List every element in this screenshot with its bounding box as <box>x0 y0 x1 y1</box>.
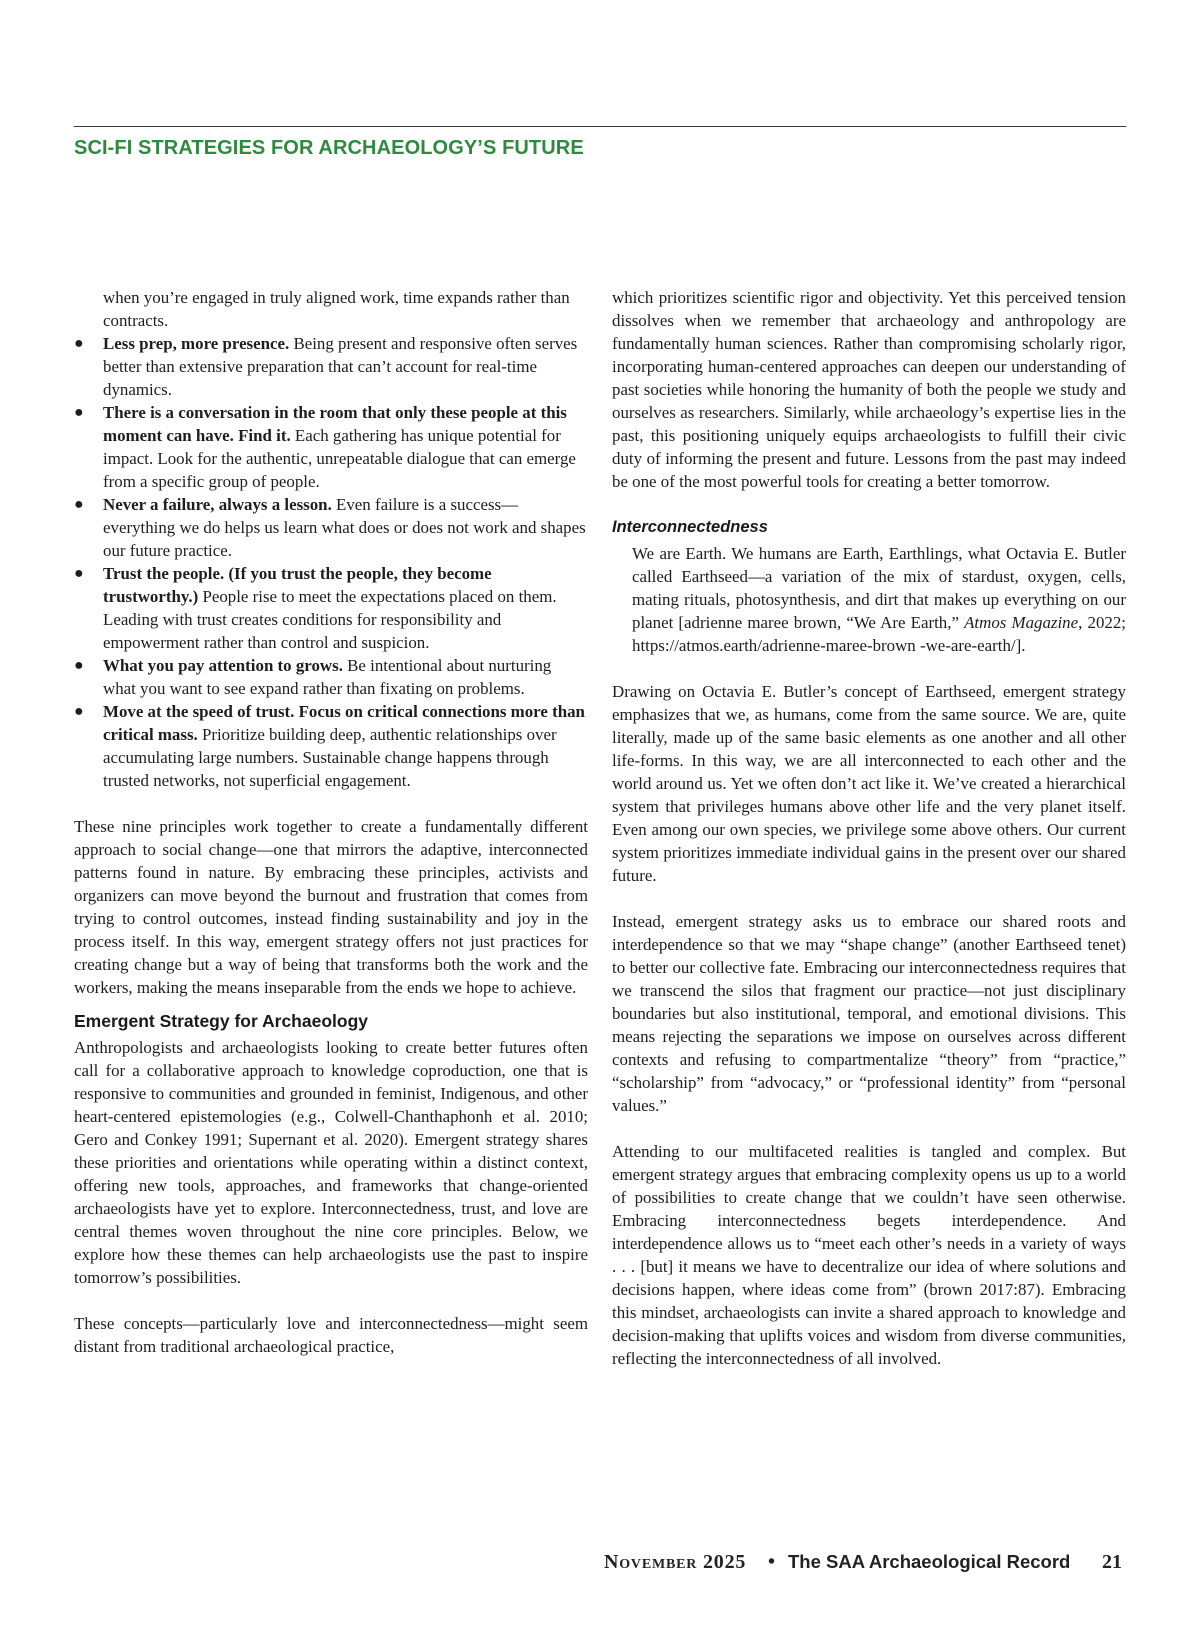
list-item <box>74 654 588 700</box>
list-item <box>74 401 588 493</box>
running-title: SCI-FI STRATEGIES FOR ARCHAEOLOGY’S FUTURE <box>74 137 584 159</box>
bullet-icon: ● <box>74 335 84 352</box>
subsection-heading: Interconnectedness <box>612 518 768 536</box>
left-column <box>74 286 588 1358</box>
list-item <box>74 332 588 401</box>
quote-citation: , 2022; https://atmos.earth/adrienne-maree-brown -we-are-earth/]. <box>632 613 1126 655</box>
footer-issue-date: November 2025 <box>604 1551 747 1573</box>
page-number: 21 <box>1102 1551 1122 1573</box>
body-paragraph: Instead, emergent strategy asks us to embrace our shared roots and interdependence so that we may “shape change” (another Earthseed tenet) to better our collective fate. Embracing our interconnectedness requires that we transcend the silos that fragment our practice—not just disciplinary boundaries but also institutional, temporal, and emotional divisions. This means rejecting the separations we impose on ourselves across different contexts and refusing to compartmentalize “theory” from “practice,” “scholarship” from “advocacy,” or “professional identity” from “personal values.” <box>612 912 1126 1115</box>
principle-title: Never a failure, always a lesson. <box>103 495 332 514</box>
right-column <box>612 286 1126 1370</box>
section-heading: Emergent Strategy for Archaeology <box>74 1011 369 1031</box>
principle-text: Each gathering has unique potential for impact. Look for the authentic, unrepeatable dialogue that can emerge from a specific group of people. <box>103 426 576 491</box>
footer-journal-title: The SAA Archaeological Record <box>788 1551 1071 1572</box>
principle-continuation: when you’re engaged in truly aligned work, time expands rather than contracts. <box>103 288 570 330</box>
principle-text: Prioritize building deep, authentic relationships over accumulating large numbers. Sustainable change happens through trusted networks, not superficial engagement. <box>103 725 557 790</box>
principle-title: Trust the people. (If you trust the people, they become trustworthy.) <box>103 564 492 606</box>
bullet-icon: ● <box>74 404 84 421</box>
list-item <box>74 493 588 562</box>
bullet-icon: ● <box>74 703 84 720</box>
principle-title: Less prep, more presence. <box>103 334 290 353</box>
principles-list <box>74 332 588 792</box>
list-item <box>74 700 588 792</box>
body-paragraph: Attending to our multifaceted realities is tangled and complex. But emergent strategy argues that embracing complexity opens us up to a world of possibilities to create change that we couldn’t have seen otherwise. Embracing interconnectedness begets interdependence. And interdependence allows us to “meet each other’s needs in a variety of ways . . . [but] it means we have to decentralize our idea of where solutions and decisions happen, where ideas come from” (brown 2017:87). Embracing this mindset, archaeologists can invite a shared approach to knowledge and decision-making that uplifts voices and wisdom from diverse communities, reflecting the interconnectedness of all involved. <box>612 1142 1126 1368</box>
body-paragraph: These concepts—particularly love and interconnectedness—might seem distant from traditional archaeological practice, <box>74 1314 588 1356</box>
footer-separator: • <box>768 1551 776 1573</box>
principle-text: Being present and responsive often serves better than extensive preparation that can’t account for real-time dynamics. <box>103 334 578 399</box>
principle-text: People rise to meet the expectations placed on them. Leading with trust creates conditions for responsibility and empowerment rather than control and suspicion. <box>103 587 557 652</box>
bullet-icon: ● <box>74 565 84 582</box>
body-paragraph: Anthropologists and archaeologists looking to create better futures often call for a collaborative approach to knowledge coproduction, one that is responsive to communities and grounded in feminist, Indigenous, and other heart-centered epistemologies (e.g., Colwell-Chanthaphonh et al. 2010; Gero and Conkey 1991; Supernant et al. 2020). Emergent strategy shares these priorities and orientations while operating within a distinct context, offering new tools, approaches, and frameworks that change-oriented archaeologists have yet to explore. Interconnectedness, trust, and love are central themes woven throughout the nine core principles. Below, we explore how these themes can help archaeologists use the past to inspire tomorrow’s possibilities. <box>74 1038 588 1287</box>
header-rule <box>74 126 1126 127</box>
quote-text: We are Earth. We humans are Earth, Earthlings, what Octavia E. Butler called Earthseed—a variation of the mix of stardust, oxygen, cells, mating rituals, photosynthesis, and dirt that makes up everything on our planet [adrienne maree brown, “We Are Earth,” <box>632 544 1126 632</box>
body-paragraph: These nine principles work together to create a fundamentally different approach to social change—one that mirrors the adaptive, interconnected patterns found in nature. By embracing these principles, activists and organizers can move beyond the burnout and frustration that comes from trying to control outcomes, instead finding sustainability and joy in the process itself. In this way, emergent strategy offers not just practices for creating change but a way of being that transforms both the work and the workers, making the means inseparable from the ends we hope to achieve. <box>74 817 588 997</box>
principle-title: There is a conversation in the room that only these people at this moment can have. Find it. <box>103 403 567 445</box>
body-paragraph: Drawing on Octavia E. Butler’s concept of Earthseed, emergent strategy emphasizes that we, as humans, come from the same source. We are, quite literally, made up of the same basic elements as one another and all other life-forms. In this way, we are all interconnected to each other and the world around us. Yet we often don’t act like it. We’ve created a hierarchical system that privileges humans above other life and the very planet itself. Even among our own species, we privilege some above others. Our current system prioritizes immediate individual gains in the present over our shared future. <box>612 682 1126 885</box>
bullet-icon: ● <box>74 657 84 674</box>
body-paragraph: which prioritizes scientific rigor and objectivity. Yet this perceived tension dissolves when we remember that archaeology and anthropology are fundamentally human sciences. Rather than compromising scholarly rigor, incorporating human-centered approaches can deepen our understanding of past societies while honoring the humanity of both the people we study and ourselves as researchers. Similarly, while archaeology’s expertise lies in the past, this positioning uniquely equips archaeologists to fulfill their civic duty of informing the present and future. Lessons from the past may indeed be one of the most powerful tools for creating a better tomorrow. <box>612 288 1126 491</box>
list-item <box>74 562 588 654</box>
quote-source-title: Atmos Magazine <box>964 613 1079 632</box>
principle-text: Even failure is a success—everything we do helps us learn what does or does not work and shapes our future practice. <box>103 495 586 560</box>
block-quote <box>632 542 1126 657</box>
principle-title: Move at the speed of trust. Focus on critical connections more than critical mass. <box>103 702 585 744</box>
bullet-icon: ● <box>74 496 84 513</box>
principle-title: What you pay attention to grows. <box>103 656 343 675</box>
principle-text: Be intentional about nurturing what you want to see expand rather than fixating on problems. <box>103 656 552 698</box>
